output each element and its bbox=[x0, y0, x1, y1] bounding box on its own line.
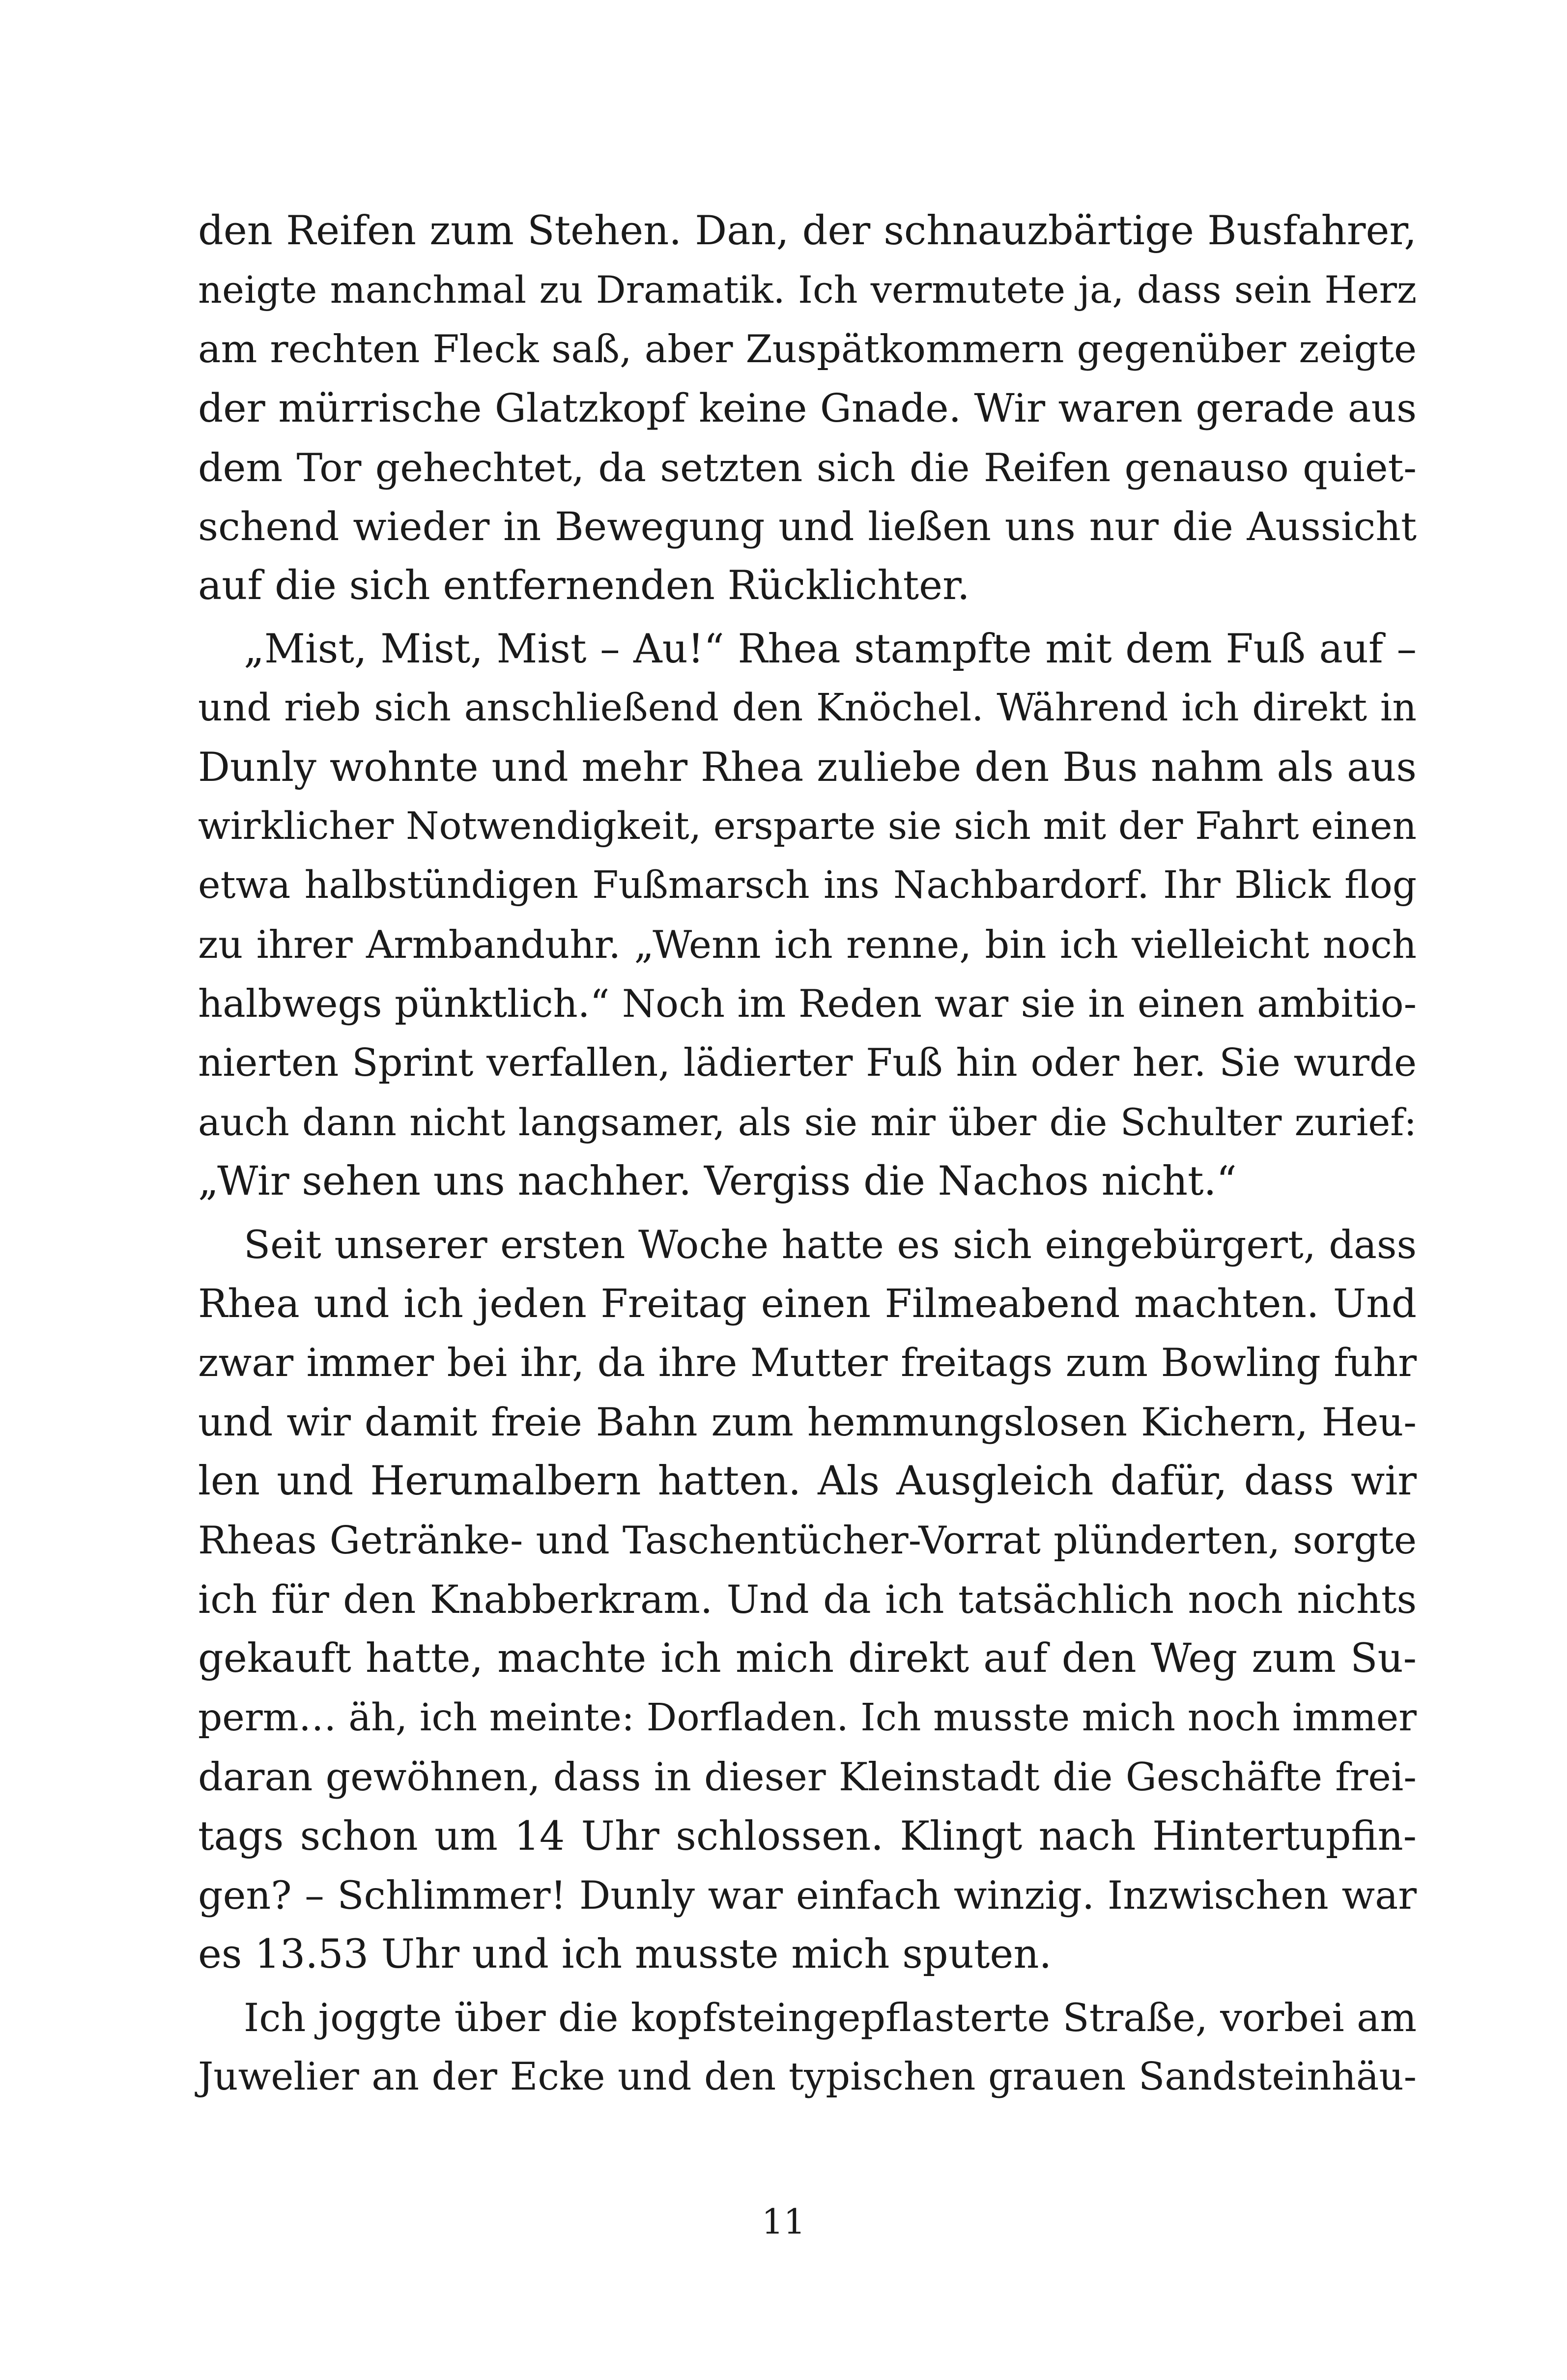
text-line: daran gewöhnen, dass in dieser Kleinstadt die Geschäfte frei- bbox=[198, 1754, 1417, 1800]
text-line: gekauft hatte, machte ich mich direkt auf den Weg zum Su- bbox=[198, 1635, 1417, 1682]
text-line: „Wir sehen uns nachher. Vergiss die Nachos nicht.“ bbox=[198, 1158, 1237, 1205]
text-line: Seit unserer ersten Woche hatte es sich eingebürgert, dass bbox=[244, 1222, 1417, 1267]
text-line: auch dann nicht langsamer, als sie mir über die Schulter zurief: bbox=[198, 1100, 1417, 1144]
text-line: len und Herumalbern hatten. Als Ausgleich dafür, dass wir bbox=[198, 1458, 1417, 1505]
text-line: den Reifen zum Stehen. Dan, der schnauzbärtige Busfahrer, bbox=[198, 208, 1417, 254]
paragraph bbox=[198, 1215, 1417, 1984]
text-line: Ich joggte über die kopfsteingepflasterte Straße, vorbei am bbox=[244, 1995, 1417, 2040]
text-line: tags schon um 14 Uhr schlossen. Klingt nach Hintertupfin- bbox=[198, 1813, 1417, 1860]
text-line: Juwelier an der Ecke und den typischen grauen Sandsteinhäu- bbox=[198, 2055, 1417, 2099]
text-line: nierten Sprint verfallen, lädierter Fuß hin oder her. Sie wurde bbox=[198, 1041, 1417, 1086]
text-line: etwa halbstündigen Fußmarsch ins Nachbardorf. Ihr Blick flog bbox=[198, 863, 1417, 908]
text-line: der mürrische Glatzkopf keine Gnade. Wir waren gerade aus bbox=[198, 385, 1417, 431]
text-line: wirklicher Notwendigkeit, ersparte sie sich mit der Fahrt einen bbox=[198, 804, 1417, 848]
text-line: schend wieder in Bewegung und ließen uns nur die Aussicht bbox=[198, 503, 1417, 549]
paragraph bbox=[198, 201, 1417, 616]
text-line: und wir damit freie Bahn zum hemmungslosen Kichern, Heu- bbox=[198, 1399, 1417, 1445]
body-text bbox=[198, 201, 1417, 2107]
text-line: neigte manchmal zu Dramatik. Ich vermutete ja, dass sein Herz bbox=[198, 268, 1417, 312]
text-line: ich für den Knabberkram. Und da ich tatsächlich noch nichts bbox=[198, 1577, 1417, 1622]
paragraph bbox=[198, 1988, 1417, 2107]
text-line: zwar immer bei ihr, da ihre Mutter freitags zum Bowling fuhr bbox=[198, 1340, 1417, 1386]
text-line: „Mist, Mist, Mist – Au!“ Rhea stampfte mit dem Fuß auf – bbox=[244, 626, 1417, 672]
text-line: auf die sich entfernenden Rücklichter. bbox=[198, 563, 970, 609]
text-line: gen? – Schlimmer! Dunly war einfach winzig. Inzwischen war bbox=[198, 1872, 1417, 1918]
text-line: dem Tor gehechtet, da setzten sich die Reifen genauso quiet- bbox=[198, 445, 1417, 490]
text-line: halbwegs pünktlich.“ Noch im Reden war sie in einen ambitio- bbox=[198, 982, 1417, 1027]
page-number: 11 bbox=[761, 2202, 806, 2242]
text-line: zu ihrer Armbanduhr. „Wenn ich renne, bin ich vielleicht noch bbox=[198, 922, 1417, 967]
text-line: am rechten Fleck saß, aber Zuspätkommern gegenüber zeigte bbox=[198, 327, 1417, 372]
text-line: Rhea und ich jeden Freitag einen Filmeabend machten. Und bbox=[198, 1281, 1417, 1327]
text-line: perm… äh, ich meinte: Dorfladen. Ich musste mich noch immer bbox=[198, 1695, 1417, 1740]
text-line: es 13.53 Uhr und ich musste mich sputen. bbox=[198, 1931, 1052, 1978]
text-line: Dunly wohnte und mehr Rhea zuliebe den Bus nahm als aus bbox=[198, 744, 1417, 791]
text-line: und rieb sich anschließend den Knöchel. Während ich direkt in bbox=[198, 686, 1417, 730]
paragraph bbox=[198, 620, 1417, 1211]
text-line: Rheas Getränke- und Taschentücher-Vorrat plünderten, sorgte bbox=[198, 1518, 1417, 1563]
